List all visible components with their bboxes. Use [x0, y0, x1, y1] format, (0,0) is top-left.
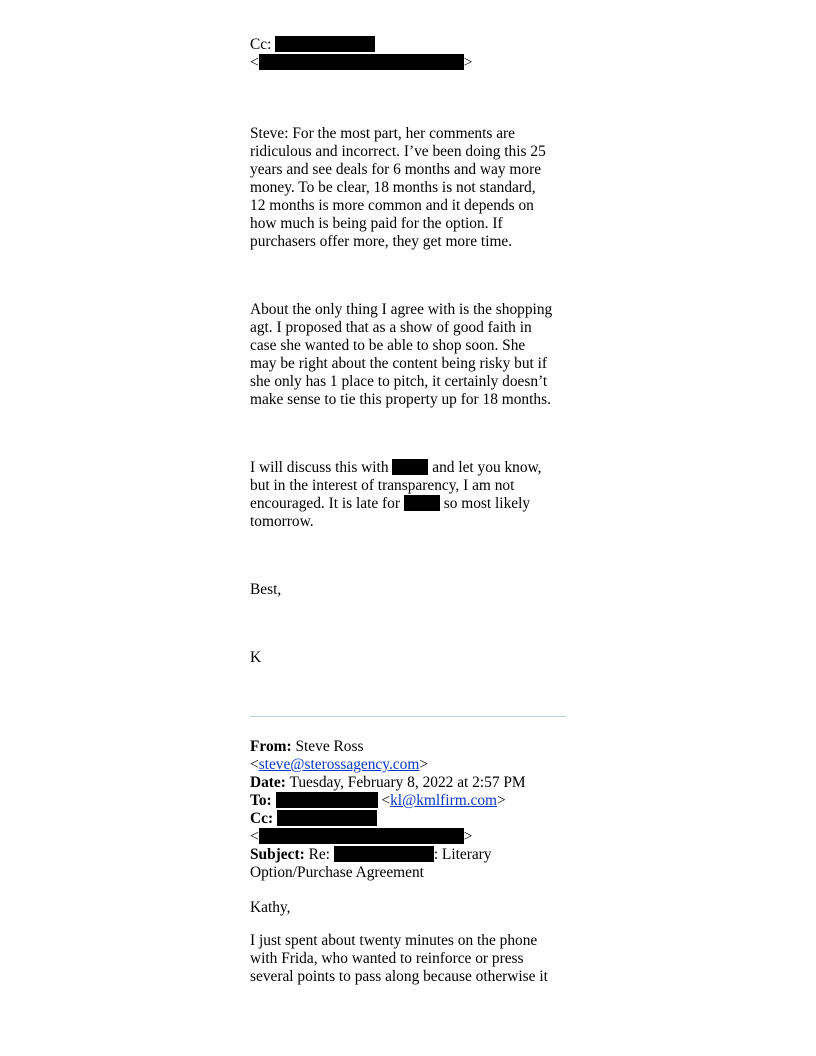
cc-email-line-top: < > [250, 54, 473, 71]
reply-paragraph-1-line: how much is being paid for the option. If [250, 215, 503, 232]
quoted-body-line: with Frida, who wanted to reinforce or press [250, 950, 524, 967]
to-email-link[interactable]: kl@kmlfirm.com [390, 792, 498, 809]
reply-paragraph-1-line: years and see deals for 6 months and way more [250, 161, 542, 178]
reply-paragraph-1-line: 12 months is more common and it depends on [250, 197, 534, 214]
divider [250, 716, 566, 717]
cc-line [250, 810, 377, 828]
reply-paragraph-1-line: purchasers offer more, they get more time. [250, 233, 513, 250]
from-label: From: [250, 738, 292, 755]
quoted-body-line: several points to pass along because otherwise it [250, 968, 548, 985]
subject-label: Subject: [250, 846, 305, 863]
reply-paragraph-3-line: encouraged. It is late for so most likely [250, 495, 531, 512]
to-label: To: [250, 792, 272, 809]
reply-paragraph-3-line: but in the interest of transparency, I am not [250, 477, 515, 494]
cc-label: Cc: [250, 36, 272, 53]
redaction-box [404, 495, 440, 511]
reply-paragraph-1-line: Steve: For the most part, her comments are [250, 125, 515, 142]
redaction-box [334, 846, 434, 862]
redaction-box [277, 810, 377, 826]
reply-paragraph-2-line: case she wanted to be able to shop soon. She [250, 337, 526, 354]
redaction-box [259, 828, 464, 844]
redaction-box [276, 792, 378, 808]
reply-paragraph-3-line: I will discuss this with and let you know, [250, 459, 542, 476]
reply-paragraph-3-line: tomorrow. [250, 513, 314, 530]
reply-paragraph-2-line: make sense to tie this property up for 18 months. [250, 391, 551, 408]
date-label: Date: [250, 774, 286, 791]
cc-label: Cc: [250, 810, 274, 827]
cc-email-line: < > [250, 828, 473, 845]
subject-line: Subject: Re: : Literary [250, 846, 492, 863]
redaction-box [392, 459, 428, 475]
reply-paragraph-2-line: agt. I proposed that as a show of good faith in [250, 319, 532, 336]
reply-paragraph-1-line: money. To be clear, 18 months is not standard, [250, 179, 536, 196]
from-email-line: <steve@sterossagency.com> [250, 756, 428, 773]
reply-paragraph-1-line: ridiculous and incorrect. I’ve been doing this 25 [250, 143, 546, 160]
reply-paragraph-2-line: may be right about the content being risky but if [250, 355, 548, 372]
reply-paragraph-2-line: About the only thing I agree with is the shopping [250, 301, 553, 318]
redaction-box [259, 54, 464, 70]
from-email-link[interactable]: steve@sterossagency.com [258, 756, 420, 773]
from-line [250, 738, 363, 756]
greeting: Kathy, [250, 899, 291, 916]
date-line [250, 774, 526, 792]
closing: Best, [250, 581, 282, 598]
signature: K [250, 649, 262, 666]
subject-line-2: Option/Purchase Agreement [250, 864, 424, 881]
redaction-box [275, 36, 375, 52]
date-value: Tuesday, February 8, 2022 at 2:57 PM [289, 774, 526, 791]
cc-line-top [250, 36, 375, 54]
reply-paragraph-2-line: she only has 1 place to pitch, it certainly doesn’t [250, 373, 548, 390]
from-name: Steve Ross [295, 738, 364, 755]
to-line: To: <kl@kmlfirm.com> [250, 792, 506, 809]
quoted-body-line: I just spent about twenty minutes on the phone [250, 932, 538, 949]
